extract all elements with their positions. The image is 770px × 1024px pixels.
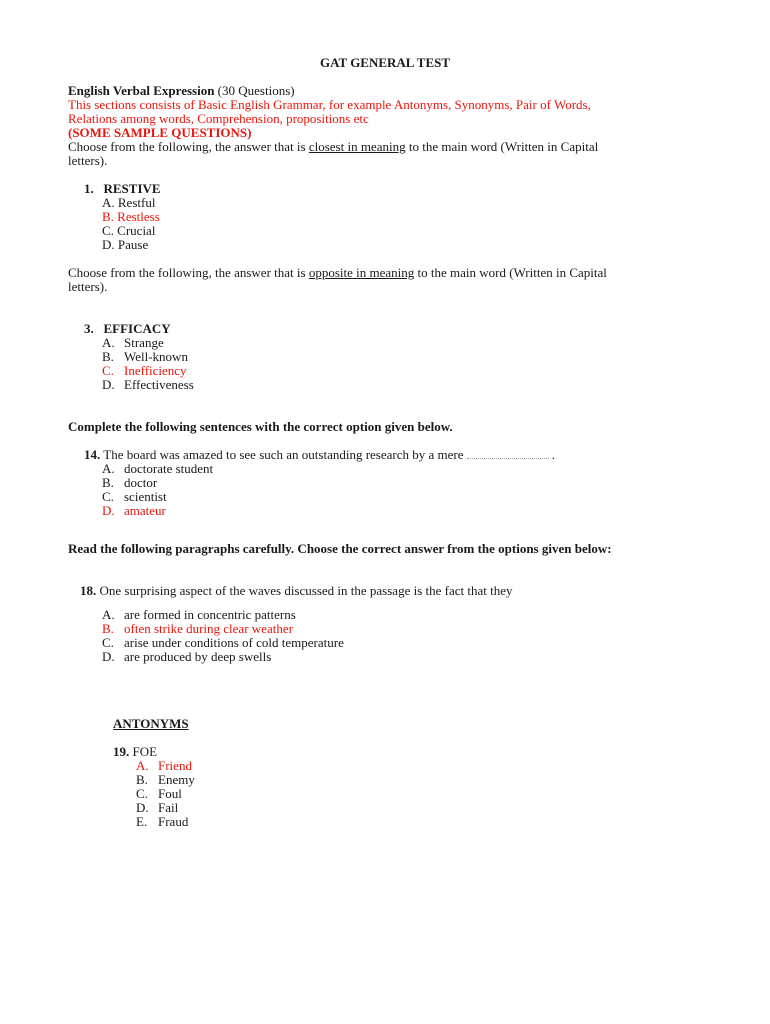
instruction-key-phrase: closest in meaning [308, 139, 406, 154]
option-item [102, 336, 164, 350]
option-item-correct [102, 622, 293, 636]
option-text: Strange [124, 335, 164, 350]
option-letter: A. [102, 607, 115, 622]
question-18-stem [80, 584, 513, 598]
section-heading-line [68, 84, 295, 98]
option-text: Pause [117, 237, 149, 252]
option-item [102, 224, 155, 238]
instruction-read-paragraphs: Read the following paragraphs carefully. Choose the correct answer from the options given below: [68, 541, 612, 556]
option-text: Restless [117, 209, 160, 224]
option-item [136, 787, 182, 801]
question-text: The board was amazed to see such an outstanding research by a mere [103, 447, 464, 462]
option-letter: A. [102, 461, 115, 476]
option-letter: B. [102, 621, 114, 636]
option-letter: C. [102, 223, 114, 238]
question-19-heading [113, 745, 157, 759]
option-letter: D. [102, 237, 115, 252]
page-title: GAT GENERAL TEST [319, 55, 451, 70]
question-end: . [551, 447, 556, 462]
instruction-antonym-line-2: letters). [68, 279, 108, 294]
option-text: amateur [124, 503, 166, 518]
option-letter: A. [136, 758, 149, 773]
section-heading-note: (30 Questions) [217, 83, 295, 98]
question-number: 3. [84, 321, 94, 336]
instruction-complete-sentences: Complete the following sentences with the correct option given below. [68, 419, 453, 434]
option-letter: C. [102, 635, 114, 650]
option-item [102, 350, 188, 364]
option-text: Restful [117, 195, 156, 210]
option-text: Enemy [158, 772, 195, 787]
question-word: EFFICACY [103, 321, 171, 336]
question-number: 19. [113, 744, 130, 759]
question-number: 14. [84, 447, 101, 462]
option-item-correct [102, 364, 187, 378]
question-3-heading [84, 322, 171, 336]
option-item [102, 196, 155, 210]
option-letter: D. [102, 377, 115, 392]
option-item [102, 636, 344, 650]
option-text: doctor [124, 475, 158, 490]
option-letter: C. [102, 489, 114, 504]
option-item [102, 462, 213, 476]
option-item [136, 815, 188, 829]
instruction-prefix: Choose from the following, the answer that is [68, 139, 306, 154]
answer-blank [467, 448, 549, 459]
option-text: are produced by deep swells [124, 649, 272, 664]
option-item [102, 490, 167, 504]
option-item [102, 608, 296, 622]
instruction-key-phrase: opposite in meaning [308, 265, 415, 280]
question-1-heading [84, 182, 161, 196]
sample-questions-label: (SOME SAMPLE QUESTIONS) [68, 125, 252, 140]
option-item [102, 378, 194, 392]
question-word: RESTIVE [103, 181, 161, 196]
option-item-correct [102, 504, 166, 518]
option-letter: B. [102, 349, 114, 364]
option-text: Inefficiency [124, 363, 187, 378]
question-word: FOE [132, 744, 158, 759]
option-text: Friend [158, 758, 192, 773]
option-letter: E. [136, 814, 148, 829]
question-text: One surprising aspect of the waves discussed in the passage is the fact that they [99, 583, 513, 598]
instruction-antonym-line-1 [68, 266, 607, 280]
section-description-line-1: This sections consists of Basic English Grammar, for example Antonyms, Synonyms, Pair of Words, [68, 97, 591, 112]
option-text: doctorate student [124, 461, 214, 476]
option-letter: A. [102, 335, 115, 350]
section-heading: English Verbal Expression [68, 83, 215, 98]
antonyms-heading: ANTONYMS [113, 716, 189, 731]
option-text: Crucial [117, 223, 156, 238]
option-letter: B. [102, 209, 114, 224]
option-item-correct [136, 759, 192, 773]
option-text: arise under conditions of cold temperature [124, 635, 344, 650]
option-letter: D. [102, 649, 115, 664]
option-text: scientist [124, 489, 167, 504]
option-letter: D. [102, 503, 115, 518]
option-text: Fraud [158, 814, 189, 829]
option-letter: B. [136, 772, 148, 787]
option-item-correct [102, 210, 160, 224]
option-item [102, 476, 157, 490]
option-text: often strike during clear weather [124, 621, 293, 636]
option-letter: C. [102, 363, 114, 378]
instruction-suffix: to the main word (Written in Capital [417, 265, 607, 280]
option-text: Effectiveness [124, 377, 194, 392]
option-item [102, 650, 271, 664]
section-description-line-2: Relations among words, Comprehension, propositions etc [68, 111, 369, 126]
instruction-suffix: to the main word (Written in Capital [408, 139, 599, 154]
option-letter: D. [136, 800, 149, 815]
question-number: 18. [80, 583, 97, 598]
question-14-stem [84, 448, 555, 462]
option-letter: B. [102, 475, 114, 490]
option-item [136, 773, 195, 787]
question-number: 1. [84, 181, 94, 196]
instruction-synonym-line-2: letters). [68, 153, 108, 168]
option-letter: C. [136, 786, 148, 801]
option-text: Well-known [124, 349, 188, 364]
option-text: are formed in concentric patterns [124, 607, 296, 622]
option-item [136, 801, 178, 815]
option-letter: A. [102, 195, 115, 210]
instruction-prefix: Choose from the following, the answer that is [68, 265, 306, 280]
option-text: Foul [158, 786, 182, 801]
option-item [102, 238, 148, 252]
instruction-synonym-line-1 [68, 140, 598, 154]
option-text: Fail [158, 800, 179, 815]
